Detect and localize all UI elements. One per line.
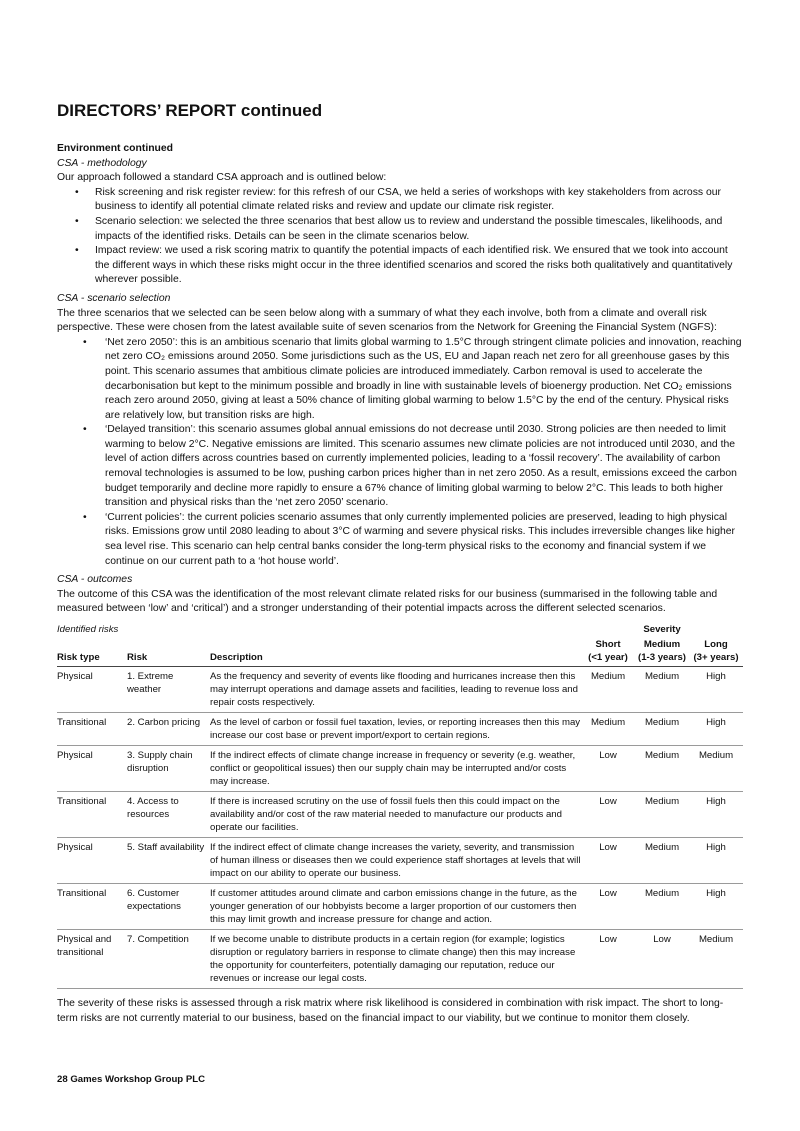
closing-paragraph: The severity of these risks is assessed through a risk matrix where risk likelihood is considered in combination with risk impact. The short to long-term risks are not currently material to our business, based on the financial impact to our viability, but we continue to monitor them closely. — [57, 998, 724, 1024]
cell-type: Transitional — [57, 884, 127, 930]
cell-short: Medium — [583, 667, 635, 713]
cell-long: High — [691, 792, 743, 838]
cell-long: High — [691, 667, 743, 713]
cell-description: If there is increased scrutiny on the use of fossil fuels then this could impact on the availability and/or cost of the raw material needed to manufacture our products and operate our facilities. — [210, 792, 583, 838]
cell-type: Physical — [57, 838, 127, 884]
scenario-list — [57, 336, 743, 570]
cell-type: Physical — [57, 667, 127, 713]
cell-description: If we become unable to distribute products in a certain region (for example; logistics disruption or regulatory barriers in response to climate change) then this may increase the opportunity for counterfeiters, potentially damaging our reputation, reduce our revenues or increase our legal costs. — [210, 930, 583, 989]
cell-short: Low — [583, 746, 635, 792]
methodology-list — [57, 186, 743, 288]
table-row — [57, 667, 743, 713]
page-title: DIRECTORS’ REPORT continued — [57, 101, 323, 120]
scenario-intro: The three scenarios that we selected can be seen below along with a summary of what they each involve, both from a climate and overall risk perspective. These were chosen from the latest available suite of seven scenarios from the Network for Greening the Financial System (NGFS): — [57, 307, 717, 334]
methodology-subtitle: CSA - methodology — [57, 157, 147, 169]
cell-description: As the frequency and severity of events like flooding and hurricanes increase then this may interrupt operations and damage assets and facilities, leading to revenue loss and repair costs respectively. — [210, 667, 583, 713]
col-risk-type: Risk type — [57, 638, 127, 667]
cell-long: Medium — [691, 746, 743, 792]
cell-risk: 6. Customer expectations — [127, 884, 210, 930]
scenario-subtitle: CSA - scenario selection — [57, 292, 171, 304]
page-footer: 28 Games Workshop Group PLC — [57, 1074, 206, 1085]
cell-description: If customer attitudes around climate and carbon emissions change in the future, as the younger generation of our hobbyists become a larger proportion of our customers then this may limit growth and increase pressure for change and action. — [210, 884, 583, 930]
cell-medium: Medium — [635, 792, 691, 838]
cell-medium: Medium — [635, 667, 691, 713]
cell-short: Medium — [583, 713, 635, 746]
cell-risk: 5. Staff availability — [127, 838, 210, 884]
list-item: • Impact review: we used a risk scoring matrix to quantify the potential impacts of each identified risk. We ensured that we took into account the different ways in which these risks might occur in the three identified scenarios and scored the risks both qualitatively and quantitatively wherever possible. — [57, 244, 743, 288]
cell-long: Medium — [691, 930, 743, 989]
cell-type: Physical — [57, 746, 127, 792]
col-description: Description — [210, 638, 583, 667]
cell-risk: 2. Carbon pricing — [127, 713, 210, 746]
col-risk: Risk — [127, 638, 210, 667]
cell-medium: Medium — [635, 838, 691, 884]
cell-short: Low — [583, 884, 635, 930]
report-page — [57, 100, 743, 1026]
cell-description: If the indirect effects of climate change increase in frequency or severity (e.g. weather, conflict or geopolitical issues) then our supply chain may be interrupted and/or costs may increase. — [210, 746, 583, 792]
cell-risk: 3. Supply chain disruption — [127, 746, 210, 792]
col-medium: Medium (1-3 years) — [635, 638, 691, 667]
cell-description: If the indirect effect of climate change increases the variety, severity, and transmission of human illness or diseases then we could experience staff shortages at levels that will impact on our ability to operate our business. — [210, 838, 583, 884]
cell-medium: Medium — [635, 713, 691, 746]
cell-medium: Medium — [635, 746, 691, 792]
cell-long: High — [691, 838, 743, 884]
list-item: • ‘Net zero 2050’: this is an ambitious scenario that limits global warming to 1.5°C through stringent climate policies and innovation, reaching net zero CO₂ emissions around 2050. Some jurisdictions such as the US, EU and Japan reach net zero for all greenhouse gases by this point. This scenario assumes that ambitious climate policies are introduced immediately. Carbon removal is used to accelerate the decarbonisation but kept to the minimum possible and broadly in line with sustainable levels of bioenergy production. Net CO₂ emissions reach zero around 2050, giving at least a 50% chance of limiting global warming to below 1.5°C by the end of the century. Physical risks are relatively low, but transition risks are high. — [57, 336, 743, 424]
cell-long: High — [691, 713, 743, 746]
list-item: • Risk screening and risk register review: for this refresh of our CSA, we held a series of workshops with key stakeholders from across our business to identify all potential climate related risks and review and update our climate risk register. — [57, 186, 743, 215]
severity-label: Severity — [643, 624, 681, 635]
risk-table — [57, 623, 743, 989]
col-long: Long (3+ years) — [691, 638, 743, 667]
list-item: • ‘Current policies’: the current policies scenario assumes that only currently implemented policies are preserved, leading to high physical risks. Emissions grow until 2080 leading to about 3°C of warming and severe physical risks. This includes irreversible changes like higher sea level rise. This scenario can help central banks consider the long-term physical risks to the economy and financial system if we continue on our current path to a ‘hot house world’. — [57, 511, 743, 569]
cell-short: Low — [583, 930, 635, 989]
col-short: Short (<1 year) — [583, 638, 635, 667]
cell-description: As the level of carbon or fossil fuel taxation, levies, or reporting increases then this may increase our cost base or prevent import/export to certain regions. — [210, 713, 583, 746]
table-caption: Identified risks — [57, 624, 119, 635]
cell-short: Low — [583, 792, 635, 838]
list-item: • ‘Delayed transition’: this scenario assumes global annual emissions do not decrease until 2030. Strong policies are then needed to limit warming to below 2°C. Negative emissions are limited. This scenario assumes new climate policies are not introduced until 2030, and the level of action differs across countries based on currently implemented policies, leading to a ‘fossil recovery’. The availability of carbon removal technologies is assumed to be low, pushing carbon prices higher than in net zero 2050. As a result, emissions exceed the carbon budget temporarily and decline more rapidly to ensure a 67% chance of limiting global warming to below 2°C. This leads to both higher transition and physical risks than the ‘net zero 2050’ scenario. — [57, 423, 743, 511]
table-row — [57, 792, 743, 838]
cell-risk: 1. Extreme weather — [127, 667, 210, 713]
cell-long: High — [691, 884, 743, 930]
cell-short: Low — [583, 838, 635, 884]
outcomes-intro: The outcome of this CSA was the identification of the most relevant climate related risks for our business (summarised in the following table and measured between ‘low’ and ‘critical’) and a stronger understanding of their potential impacts across the different selected scenarios. — [57, 588, 718, 615]
table-row — [57, 930, 743, 989]
table-row — [57, 838, 743, 884]
cell-risk: 7. Competition — [127, 930, 210, 989]
cell-type: Physical and transitional — [57, 930, 127, 989]
cell-medium: Medium — [635, 884, 691, 930]
cell-type: Transitional — [57, 792, 127, 838]
cell-medium: Low — [635, 930, 691, 989]
table-row — [57, 746, 743, 792]
cell-type: Transitional — [57, 713, 127, 746]
table-row — [57, 713, 743, 746]
table-row — [57, 884, 743, 930]
list-item: • Scenario selection: we selected the three scenarios that best allow us to review and understand the possible timescales, likelihoods, and impacts of the identified risks. Details can be seen in the climate scenarios below. — [57, 215, 743, 244]
section-title: Environment continued — [57, 143, 174, 154]
outcomes-subtitle: CSA - outcomes — [57, 574, 133, 586]
cell-risk: 4. Access to resources — [127, 792, 210, 838]
methodology-intro: Our approach followed a standard CSA approach and is outlined below: — [57, 172, 387, 184]
